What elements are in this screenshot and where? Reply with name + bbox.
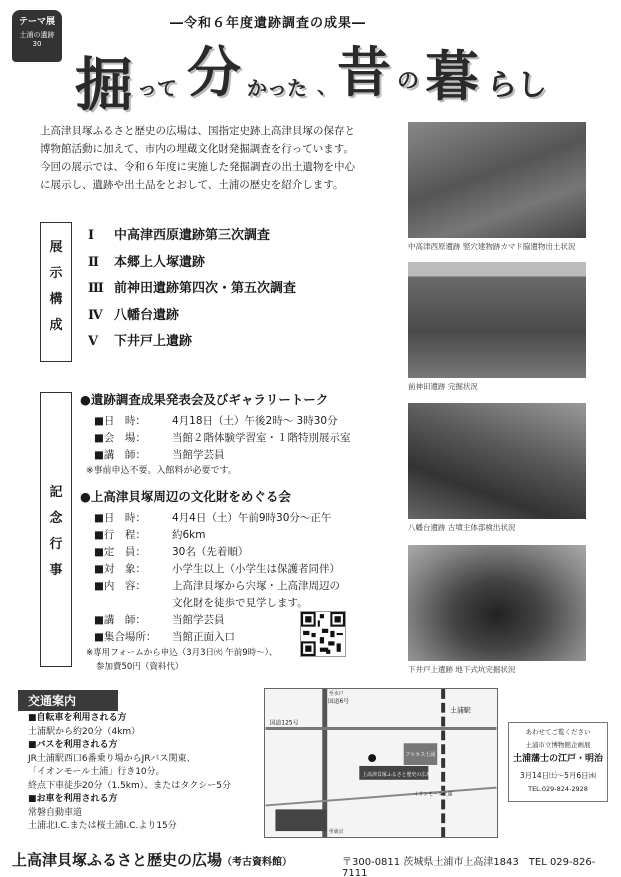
main-title xyxy=(75,30,605,119)
row-key: ■会 場： xyxy=(94,432,146,444)
badge-line3: 30 xyxy=(32,40,42,48)
map-kamitakatsu-box xyxy=(275,809,326,831)
exhibit-title: 下井戸上遺跡 xyxy=(114,334,193,349)
access-line: 土浦駅から約20分（4km） xyxy=(28,726,141,737)
row-key: ■講 師： xyxy=(94,449,146,461)
title-char: って xyxy=(137,76,177,100)
photo-excavation-2 xyxy=(408,262,586,378)
related-exhibition-dates: 3月14日㈯～5月6日㈬ xyxy=(519,771,597,780)
label-char: 念 xyxy=(49,511,63,526)
qr-code[interactable] xyxy=(300,611,346,657)
map-label-route125: 国道125号 xyxy=(269,720,299,727)
label-char: 成 xyxy=(49,318,63,333)
exhibit-item xyxy=(88,304,296,331)
map-museum-marker xyxy=(368,754,376,762)
exhibit-title: 前神田遺跡第四次・第五次調査 xyxy=(114,281,297,296)
related-exhibition-lead: あわせてご覧ください xyxy=(525,728,591,736)
event-row xyxy=(80,527,340,544)
row-key: ■内 容： xyxy=(94,580,146,592)
event-row xyxy=(80,578,340,595)
event-gallery-talk xyxy=(80,390,351,478)
exhibit-section-label xyxy=(40,235,72,339)
map-label-station: 土浦駅 xyxy=(450,706,471,715)
map-label-museum: 上高津貝塚ふるさと歴史の広場 xyxy=(362,771,432,778)
row-value: 当館正面入口 xyxy=(172,631,235,643)
event-note: 参加費50円（資料代） xyxy=(96,662,184,672)
museum-address: 〒300-0811 茨城県土浦市上高津1843 TEL 029-826-7111 xyxy=(342,857,596,877)
event-row xyxy=(80,595,340,612)
title-char: 、 xyxy=(317,74,337,98)
event-row xyxy=(80,447,351,464)
related-exhibition-tel: TEL.029-824-2928 xyxy=(528,785,588,793)
event-note: ※専用フォームから申込（3月3日㈫ 午前9時～）、 xyxy=(86,648,278,658)
badge-line1: テーマ展 xyxy=(18,17,55,27)
footer xyxy=(12,849,612,877)
row-value: 小学生以上（小学生は保護者同伴） xyxy=(172,563,340,575)
access-heading: ■バスを利用される方 xyxy=(28,740,118,750)
access-heading: ■お車を利用される方 xyxy=(28,794,118,804)
event-title: ●遺跡調査成果発表会及びギャラリートーク xyxy=(80,392,329,407)
intro-line: に展示し、遺跡や出土品をとおして、土浦の歴史を紹介します。 xyxy=(40,179,344,191)
row-value: 4月18日（土）午後2時～ 3時30分 xyxy=(172,415,338,427)
row-value: 30名（先着順） xyxy=(172,546,249,558)
photo-caption: 下井戸上遺跡 地下式坑完掘状況 xyxy=(408,665,516,674)
exhibit-title: 本郷上人塚遺跡 xyxy=(114,254,206,270)
intro-text xyxy=(40,122,395,194)
access-line: 「イオンモール土浦」行き10分。 xyxy=(28,767,165,777)
exhibit-item xyxy=(88,251,296,278)
intro-line: 上高津貝塚ふるさと歴史の広場は、国指定史跡上高津貝塚の保存と xyxy=(40,125,355,137)
intro-line: 博物館活動に加えて、市内の埋蔵文化財発掘調査を行っています。 xyxy=(40,143,354,155)
related-exhibition-box xyxy=(508,722,608,802)
title-char: 昔 xyxy=(337,41,391,104)
access-map[interactable] xyxy=(264,688,498,838)
label-char: 展 xyxy=(49,240,63,255)
label-char: 記 xyxy=(49,485,63,500)
exhibit-item xyxy=(88,224,296,251)
events-section-label xyxy=(40,480,72,584)
photo-caption: 前神田遺跡 完掘状況 xyxy=(408,382,478,391)
event-row xyxy=(80,561,340,578)
related-exhibition-venue: 土浦市立博物館企画展 xyxy=(525,741,591,749)
label-char: 行 xyxy=(49,537,63,552)
access-title: 交通案内 xyxy=(18,690,118,711)
event-row xyxy=(80,413,351,430)
row-value: 上高津貝塚から宍塚・上高津周辺の xyxy=(172,580,340,592)
map-label-route6: 国道6号 xyxy=(327,698,350,705)
roman-numeral: Ⅳ xyxy=(88,307,103,323)
museum-name: 上高津貝塚ふるさと歴史の広場 xyxy=(12,851,223,869)
title-char: 分 xyxy=(187,41,241,104)
label-char: 構 xyxy=(49,292,63,307)
map-label-arcas: アルカス土浦 xyxy=(405,752,436,759)
row-value: 文化財を徒歩で見学します。 xyxy=(172,597,308,609)
roman-numeral: Ⅱ xyxy=(88,254,99,270)
access-line: 終点下車徒歩20分（1.5km）、またはタクシー5分 xyxy=(28,780,231,791)
roman-numeral: Ⅴ xyxy=(88,334,99,349)
photo-excavation-3 xyxy=(408,403,586,519)
event-note: ※事前申込不要。入館料が必要です。 xyxy=(86,466,237,476)
roman-numeral: Ⅰ xyxy=(88,228,95,243)
row-value: 当館２階体験学習室・１階特別展示室 xyxy=(172,432,351,444)
row-value: 当館学芸員 xyxy=(172,614,225,626)
row-key: ■対 象： xyxy=(94,563,146,575)
photo-excavation-4 xyxy=(408,545,586,661)
photo-caption: 中高津西原遺跡 竪穴建物跡カマド脇遺物出土状況 xyxy=(408,242,576,251)
row-value: 4月4日（土）午前9時30分～正午 xyxy=(172,512,332,524)
event-row xyxy=(80,430,351,447)
exhibit-list xyxy=(88,224,296,357)
label-char: 事 xyxy=(49,563,63,578)
map-label-aeon: イオンモール土浦 xyxy=(413,791,453,798)
access-line: 常磐自動車道 xyxy=(28,807,83,818)
row-value: 当館学芸員 xyxy=(172,449,225,461)
title-char: 暮 xyxy=(425,45,479,108)
roman-numeral: Ⅲ xyxy=(88,281,104,296)
related-exhibition-title: 土浦藩士の江戸・明治 xyxy=(512,754,603,764)
access-line: 土浦北I.C.または桜土浦I.C.より15分 xyxy=(28,821,177,831)
row-value: 約6km xyxy=(172,529,206,541)
badge-line2: 土浦の遺跡 xyxy=(19,31,55,39)
title-char: 掘 xyxy=(75,51,134,119)
row-key: ■講 師： xyxy=(94,614,146,626)
event-title: ●上高津貝塚周辺の文化財をめぐる会 xyxy=(80,489,291,504)
intro-line: 今回の展示では、令和６年度に実施した発掘調査の出土遺物を中心 xyxy=(40,161,355,173)
row-key: ■集合場所： xyxy=(94,631,157,643)
access-line: JR土浦駅西口6番乗り場からJRバス関東、 xyxy=(28,753,196,764)
row-key: ■日 時： xyxy=(94,415,146,427)
museum-subname: （考古資料館） xyxy=(222,857,293,868)
row-key: ■行 程： xyxy=(94,529,146,541)
event-row xyxy=(80,544,340,561)
map-label-tokyo: 至東京 xyxy=(328,829,344,836)
exhibit-item xyxy=(88,330,296,357)
row-key: ■定 員： xyxy=(94,546,146,558)
label-char: 示 xyxy=(49,266,63,281)
photo-excavation-1 xyxy=(408,122,586,238)
title-char: らし xyxy=(487,68,547,103)
row-key: ■日 時： xyxy=(94,512,146,524)
exhibit-item xyxy=(88,277,296,304)
access-heading: ■自転車を利用される方 xyxy=(28,713,127,723)
event-row xyxy=(80,510,340,527)
title-char: かった xyxy=(247,76,307,100)
map-label-mito: 至水戸 xyxy=(328,690,344,697)
photo-caption: 八幡台遺跡 古墳主体部検出状況 xyxy=(408,523,516,532)
exhibit-title: 中高津西原遺跡第三次調査 xyxy=(114,228,271,243)
access-info xyxy=(28,712,268,834)
theme-badge xyxy=(12,10,62,62)
exhibit-title: 八幡台遺跡 xyxy=(114,307,180,323)
subtitle: ―令和６年度遺跡調査の成果― xyxy=(170,16,367,31)
title-char: の xyxy=(397,69,420,94)
